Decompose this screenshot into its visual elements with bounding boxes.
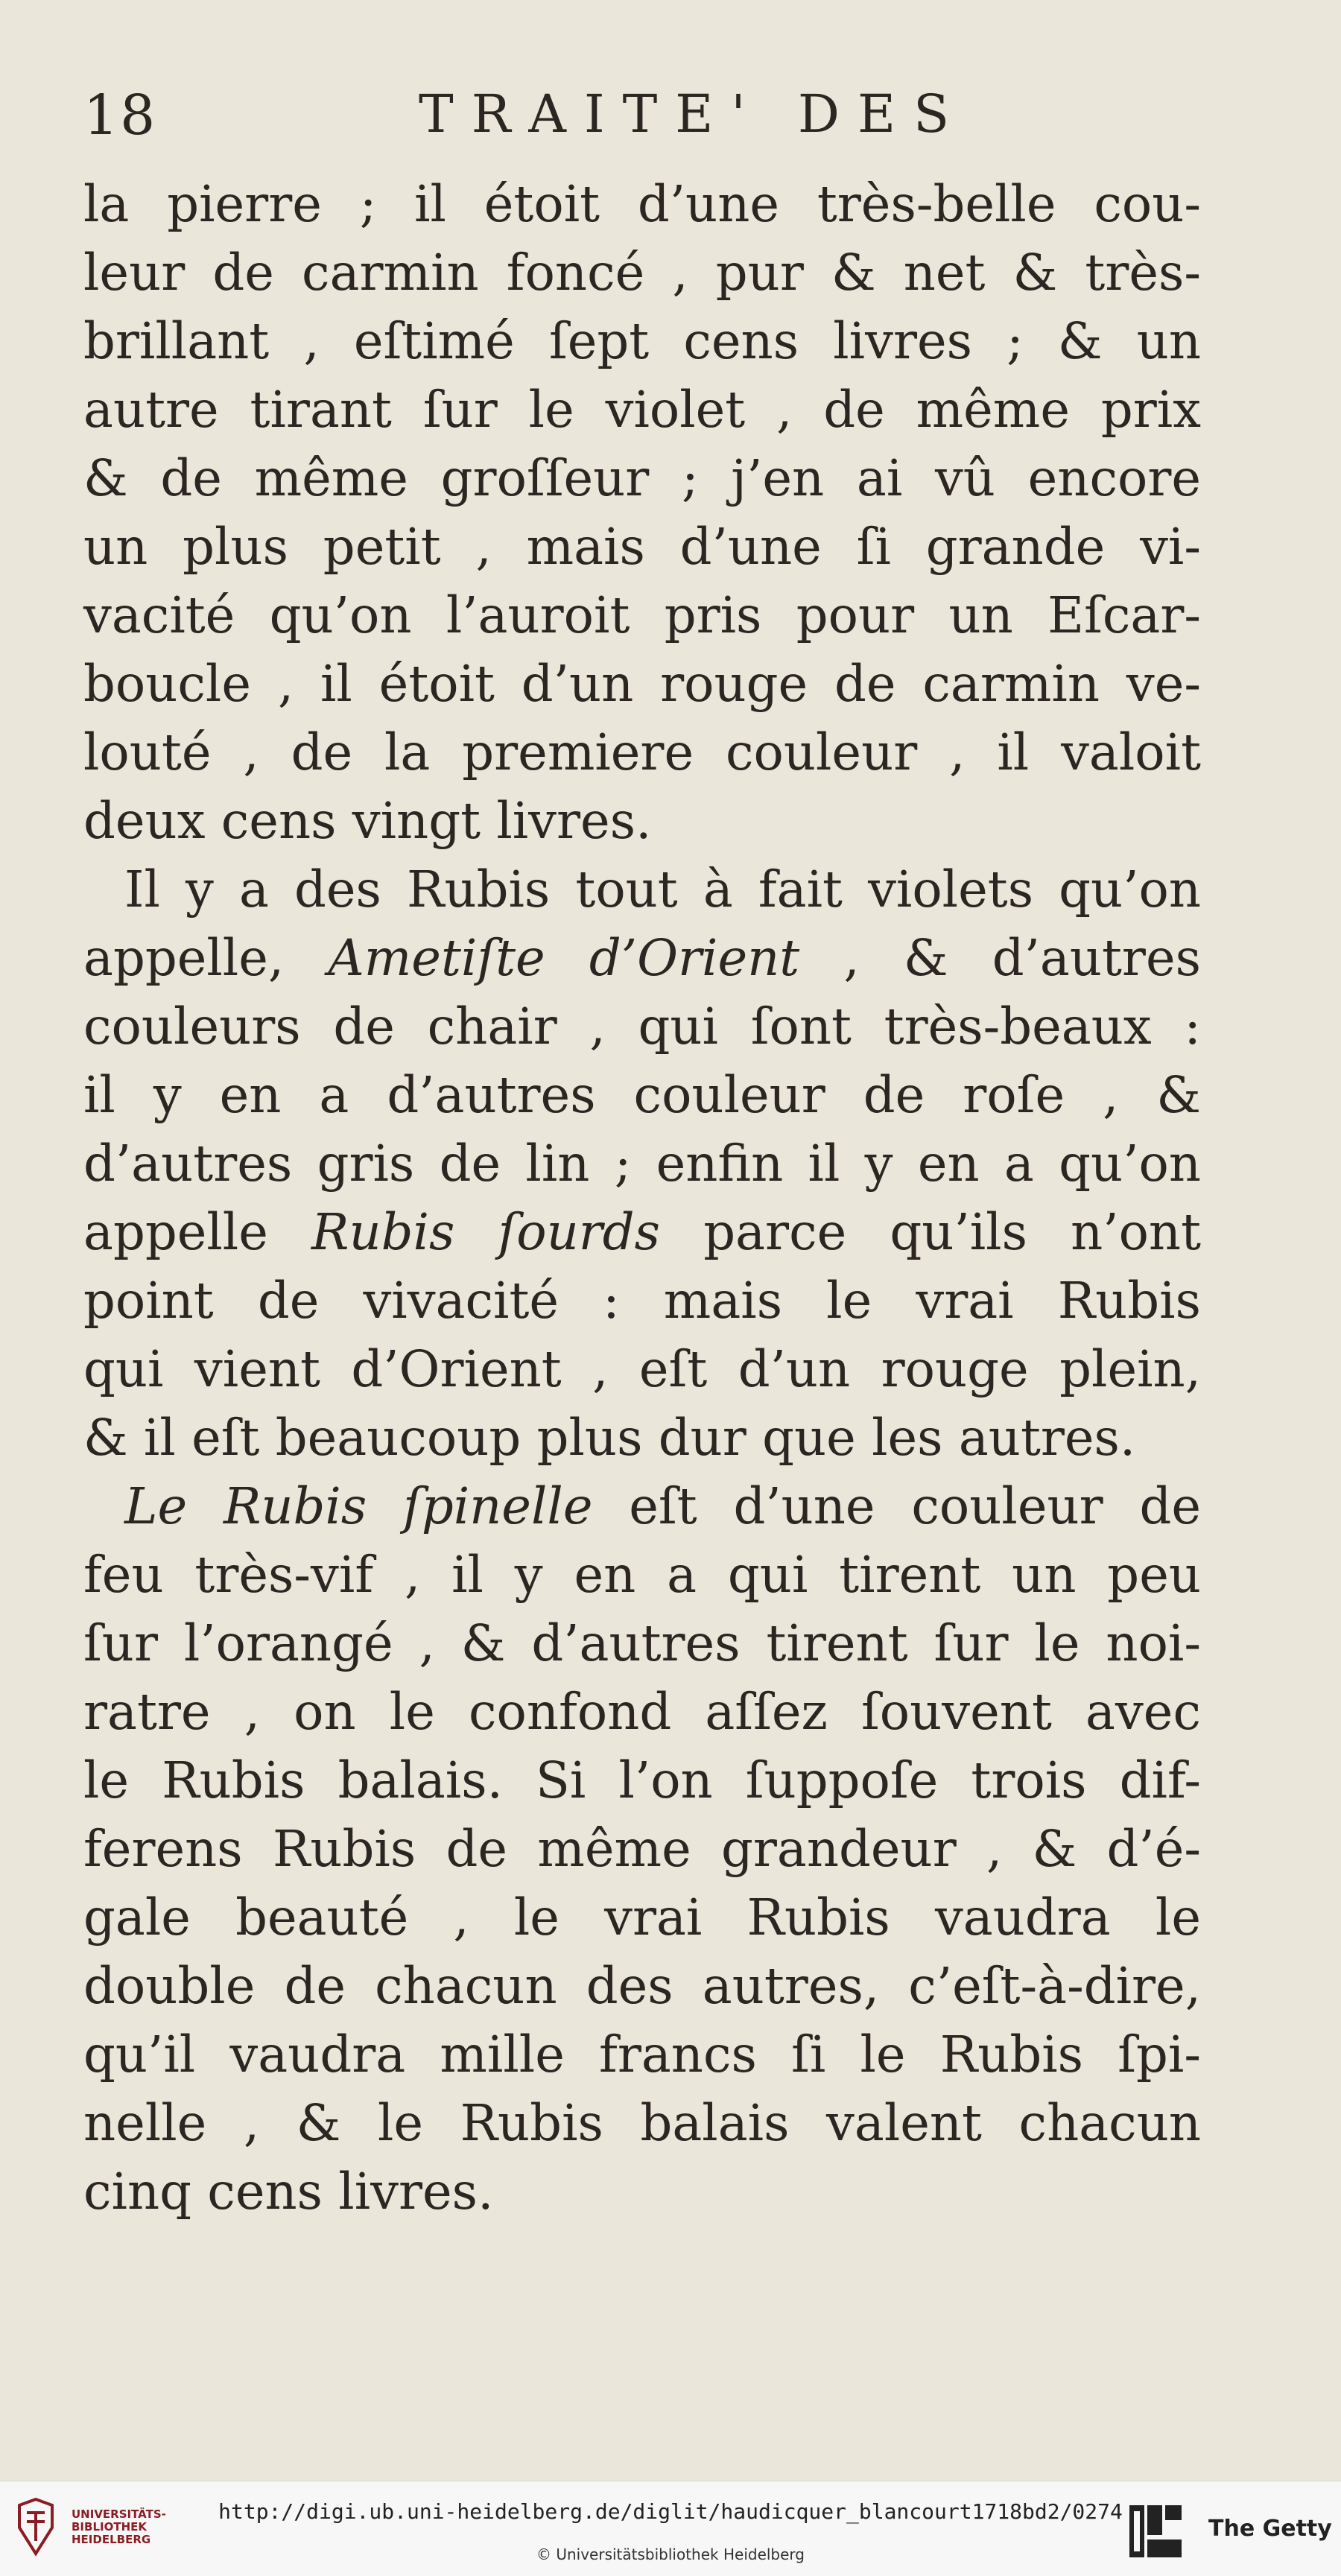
italic-term: Ametiſte d’Orient (328, 929, 800, 987)
text-run: appelle (83, 1203, 312, 1261)
text-line: ſur l’orangé , & d’autres tirent ſur le noi- (83, 1614, 1201, 1672)
text-line: la pierre ; il étoit d’une très-belle cou- (83, 175, 1201, 233)
text-line: leur de carmin foncé , pur & net & très- (83, 244, 1201, 302)
page-number: 18 (83, 83, 157, 147)
text-run: eſt d’une couleur de (592, 1477, 1201, 1535)
copyright-notice: © Universitätsbibliothek Heidelberg (536, 2545, 805, 2563)
text-line: feu très-vif , il y en a qui tirent un peu (83, 1546, 1201, 1604)
text-line: louté , de la premiere couleur , il valoit (83, 723, 1201, 781)
text-line: gale beauté , le vrai Rubis vaudra le (83, 1888, 1201, 1947)
viewer-footer (0, 2481, 1341, 2576)
getty-logo-icon (1126, 2502, 1185, 2560)
text-line (83, 1472, 1201, 1541)
text-line: il y en a d’autres couleur de roſe , & (83, 1066, 1201, 1124)
running-title: TRAITE' DES (419, 83, 968, 145)
text-line: qui vient d’Orient , eſt d’un rouge plein, (83, 1340, 1201, 1398)
text-line: deux cens vingt livres. (83, 792, 652, 850)
text-line: couleurs de chair , qui ſont très-beaux : (83, 997, 1201, 1056)
page-header (83, 83, 1186, 158)
text-line (83, 924, 1201, 992)
text-run: appelle, (83, 929, 329, 987)
text-line: vacité qu’on l’auroit pris pour un Eſcar- (83, 586, 1201, 644)
text-line: double de chacun des autres, c’eſt-à-dire, (83, 1957, 1201, 2015)
text-line (83, 1198, 1201, 1266)
text-line: qu’il vaudra mille francs ſi le Rubis ſpi- (83, 2025, 1201, 2084)
text-run: parce qu’ils n’ont (660, 1203, 1201, 1261)
text-line: nelle , & le Rubis balais valent chacun (83, 2094, 1201, 2152)
body-text (83, 170, 1201, 2226)
text-line: le Rubis balais. Si l’on ſuppoſe trois dif- (83, 1751, 1201, 1809)
italic-term: Le Rubis ſpinelle (124, 1477, 593, 1535)
text-line: & il eſt beaucoup plus dur que les autres. (83, 1409, 1136, 1467)
text-line: cinq cens livres. (83, 2163, 494, 2221)
text-line: Il y a des Rubis tout à fait violets qu’on (124, 860, 1201, 919)
institution-name: UNIVERSITÄTS- BIBLIOTHEK HEIDELBERG (72, 2507, 166, 2546)
text-line: ratre , on le confond aſſez ſouvent avec (83, 1683, 1201, 1741)
text-line: ferens Rubis de même grandeur , & d’é- (83, 1820, 1201, 1878)
text-line: & de même groſſeur ; j’en ai vû encore (83, 449, 1201, 507)
text-line: un plus petit , mais d’une ſi grande vi- (83, 518, 1201, 576)
text-line: boucle , il étoit d’un rouge de carmin ve- (83, 655, 1201, 713)
text-line: d’autres gris de lin ; enfin il y en a qu’on (83, 1135, 1201, 1193)
partner-name: The Getty (1208, 2516, 1332, 2542)
permalink-url[interactable]: http://digi.ub.uni-heidelberg.de/diglit/haudicquer_blancourt1718bd2/0274 (218, 2499, 1123, 2524)
text-run: , & d’autres (799, 929, 1201, 987)
text-line: brillant , eſtimé ſept cens livres ; & un (83, 312, 1201, 370)
italic-term: Rubis ſourds (311, 1203, 661, 1261)
text-line: point de vivacité : mais le vrai Rubis (83, 1272, 1201, 1330)
text-line: autre tirant ſur le violet , de même prix (83, 381, 1201, 439)
